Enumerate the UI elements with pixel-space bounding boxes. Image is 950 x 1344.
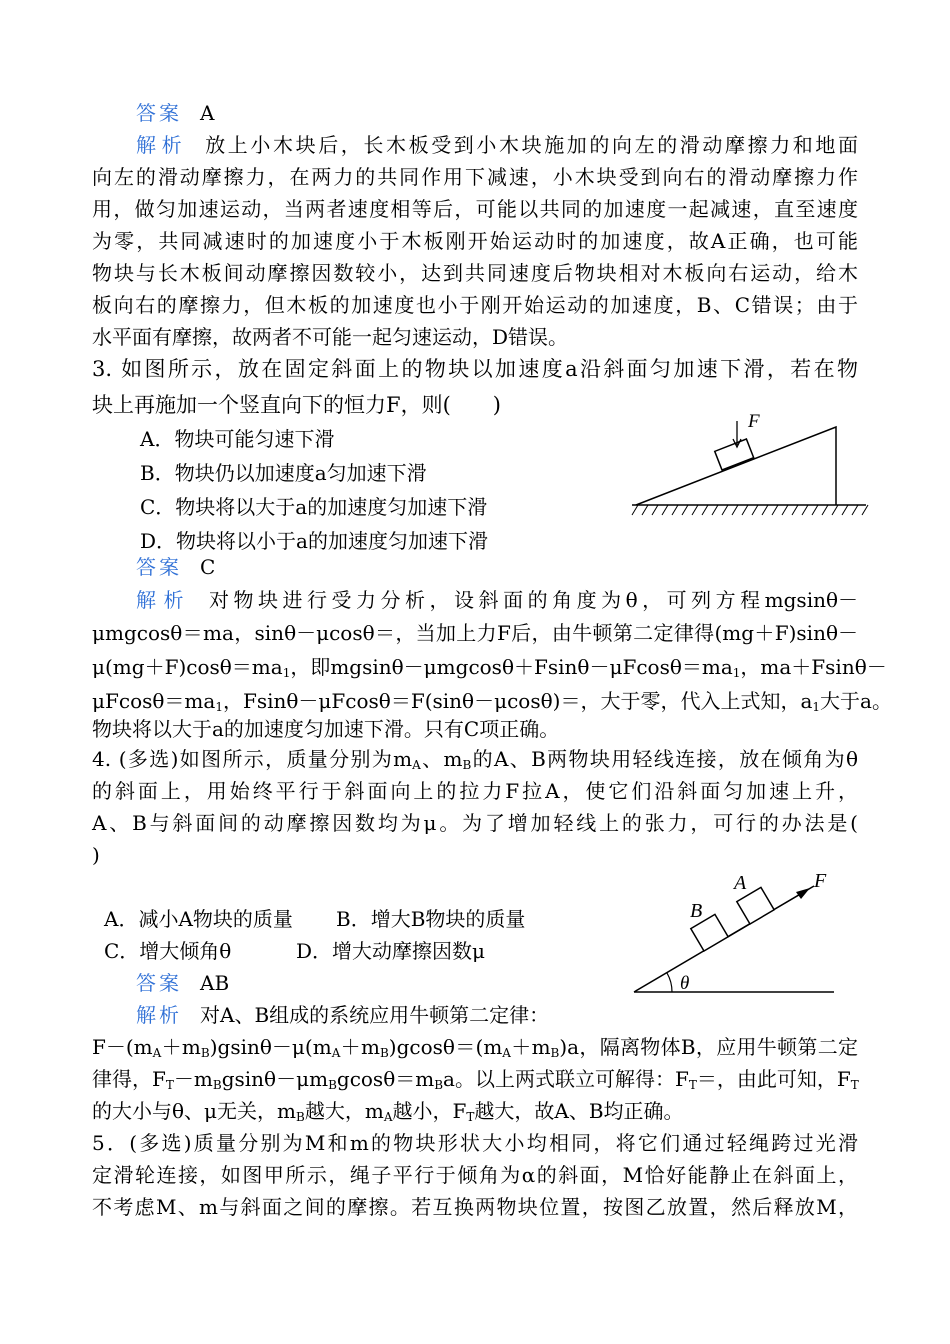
q3-analysis-line: 物块将以大于a的加速度匀加速下滑。只有C项正确。 [92, 717, 560, 741]
q3-option-c: C．物块将以大于a的加速度匀加速下滑 [140, 495, 488, 519]
q2-analysis-line: 物块与长木板间动摩擦因数较小，达到共同速度后物块相对木板向右运动，给木 [92, 261, 858, 285]
q3-answer-line [136, 550, 858, 584]
q2-analysis-line: 向左的滑动摩擦力，在两力的共同作用下减速，小木块受到向右的滑动摩擦力作 [92, 165, 858, 189]
q3-stem-line: 块上再施加一个竖直向下的恒力F，则( ) [92, 393, 501, 417]
q4-option-a: A．减小A物块的质量 [104, 907, 293, 931]
answer-label: 答案 [136, 971, 182, 995]
q2-analysis-line: 为零，共同减速时的加速度小于木板刚开始运动时的加速度，故A正确，也可能 [92, 229, 858, 253]
q4-analysis-line: $F-(m_A+m_B)gsin\theta-\mu(m_A+m_B)gcos\theta=(m_A+m_B)a$，隔离物体B，应用牛顿第二定 [92, 1035, 859, 1060]
q4-stem-line: A、B与斜面间的动摩擦因数均为μ。为了增加轻线上的张力，可行的办法是( [92, 811, 858, 835]
q2-analysis-line: 板向右的摩擦力，但木板的加速度也小于刚开始运动的加速度，B、C错误；由于 [92, 293, 858, 317]
theta-label: θ [680, 973, 690, 994]
q3-force-label: F [748, 411, 760, 432]
q4-option-b: B．增大B物块的质量 [336, 907, 526, 931]
q2-analysis-line-0: 解析 放上小木块后，长木板受到小木块施加的向左的滑动摩擦力和地面 [136, 133, 859, 157]
q3-analysis-line-0: 解析 对物块进行受力分析，设斜面的角度为θ，可列方程mgsinθ－ [136, 588, 859, 612]
q3-option-b: B．物块仍以加速度a匀加速下滑 [140, 461, 427, 485]
connecting-string [728, 924, 750, 937]
analysis-label: 解析 [136, 588, 192, 612]
q2-analysis-line: 用，做匀加速运动，当两者速度相等后，可能以共同的加速度一起减速，直至速度 [92, 197, 858, 221]
q5-stem-line: 定滑轮连接，如图甲所示，绳子平行于倾角为α的斜面，M恰好能静止在斜面上， [92, 1163, 858, 1187]
q4-stem-line: 的斜面上，用始终平行于斜面向上的拉力F拉A，使它们沿斜面匀加速上升， [92, 779, 858, 803]
q3-stem-line: 3. 如图所示，放在固定斜面上的物块以加速度a沿斜面匀加速下滑，若在物 [92, 357, 858, 381]
q5-stem-line: 5．(多选)质量分别为M和m的物块形状大小均相同，将它们通过轻绳跨过光滑 [92, 1131, 858, 1155]
q2-answer: A [200, 101, 215, 125]
label-a: A [734, 872, 747, 894]
q3-block [715, 439, 754, 470]
analysis-label: 解析 [136, 1003, 182, 1027]
q3-option-a: A．物块可能匀速下滑 [140, 427, 335, 451]
label-b: B [690, 900, 703, 922]
q4-option-c: C．增大倾角θ [104, 939, 232, 963]
q3-incline-figure [630, 405, 870, 523]
q3-analysis-line: $\mu(mg+F)\cos\theta=ma_1$，即$mgsin\theta-\mu mgcos\theta+Fsin\theta-\mu Fcos\theta=ma_1$，ma＋Fsinθ－ [92, 655, 887, 680]
answer-label: 答案 [136, 101, 182, 125]
q3-analysis-line: μmgcosθ＝ma，sinθ－μcosθ＝，当加上力F后，由牛顿第二定律得(mg＋F)sinθ－ [92, 621, 858, 645]
q2-analysis-line: 水平面有摩擦，故两者不可能一起匀速运动，D错误。 [92, 325, 569, 349]
q4-answer: AB [200, 971, 230, 995]
analysis-label: 解析 [136, 133, 188, 157]
q4-stem-line: 4. (多选)如图所示，质量分别为$m_A$、$m_B$的A、B两物块用轻线连接，放在倾角为θ [92, 747, 859, 772]
q4-answer-line [136, 966, 858, 1000]
q4-analysis-line-0: 解析 对A、B组成的系统应用牛顿第二定律： [136, 1003, 550, 1027]
answer-label: 答案 [136, 555, 182, 579]
q4-analysis-line: 律得，$F_T-m_Bgsin\theta-\mu m_Bgcos\theta=m_Ba$。以上两式联立可解得：$F_T=$，由此可知，$F_T$ [92, 1067, 859, 1092]
q2-answer-line [136, 96, 858, 130]
label-f: F [814, 870, 827, 892]
q4-option-d: D．增大动摩擦因数μ [296, 939, 486, 963]
q3-option-d: D．物块将以小于a的加速度匀加速下滑 [140, 529, 488, 553]
q4-stem-line: ) [92, 843, 100, 867]
q4-analysis-line: 的大小与θ、μ无关，$m_B$越大，$m_A$越小，$F_T$越大，故A、B均正确。 [92, 1099, 684, 1124]
q3-answer: C [200, 555, 216, 579]
q5-stem-line: 不考虑M、m与斜面之间的摩擦。若互换两物块位置，按图乙放置，然后释放M， [92, 1195, 858, 1219]
q3-analysis-line: $\mu Fcos\theta=ma_1$，Fsinθ－μFcosθ＝F(sinθ－μcosθ)＝，大于零，代入上式知，$a_1$大于a。 [92, 689, 892, 714]
